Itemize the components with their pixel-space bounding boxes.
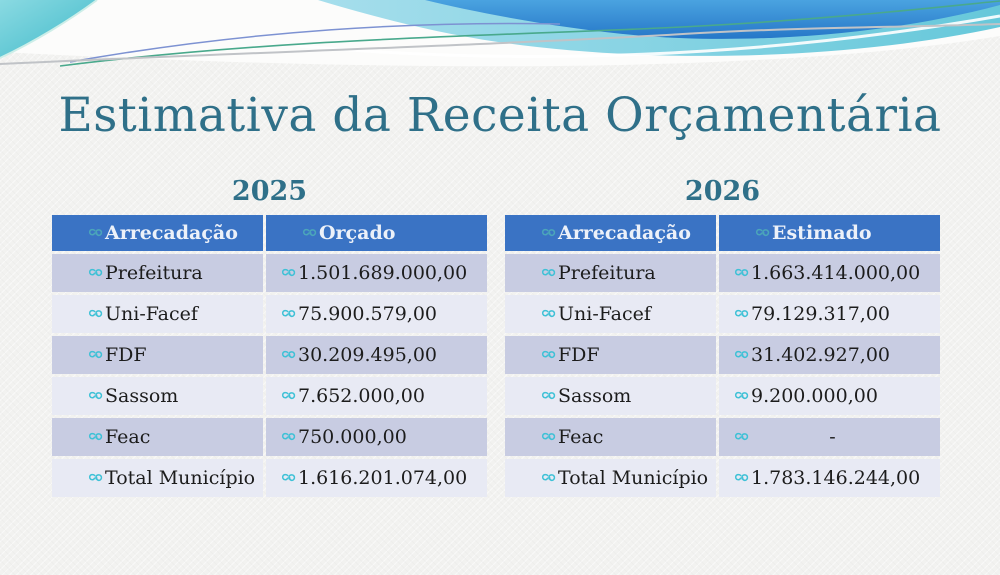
header-cell-arrecadacao xyxy=(52,215,263,251)
label-cell xyxy=(505,418,716,456)
table-header-row xyxy=(52,215,487,251)
table-row xyxy=(505,418,940,456)
ornament-bullet-icon xyxy=(88,391,103,400)
table-row-total xyxy=(52,459,487,497)
ornament-bullet-icon xyxy=(541,228,556,237)
row-value: 750.000,00 xyxy=(298,426,407,448)
label-cell xyxy=(505,295,716,333)
row-label: Feac xyxy=(558,426,604,448)
ornament-bullet-icon xyxy=(734,473,749,482)
header-cell-arrecadacao xyxy=(505,215,716,251)
row-label: Sassom xyxy=(558,385,632,407)
ornament-bullet-icon xyxy=(281,432,296,441)
table-row xyxy=(505,336,940,374)
ornament-bullet-icon xyxy=(88,268,103,277)
page-title: Estimativa da Receita Orçamentária xyxy=(58,88,942,143)
header-label: Arrecadação xyxy=(558,222,691,244)
row-value: 1.501.689.000,00 xyxy=(298,262,468,284)
value-cell xyxy=(266,336,487,374)
ornament-bullet-icon xyxy=(281,391,296,400)
row-value: - xyxy=(829,426,836,448)
row-label: Sassom xyxy=(105,385,179,407)
table-row xyxy=(505,377,940,415)
row-value: 1.663.414.000,00 xyxy=(751,262,921,284)
row-label: Feac xyxy=(105,426,151,448)
row-value: 1.616.201.074,00 xyxy=(298,467,468,489)
table-2026 xyxy=(505,215,940,497)
value-cell xyxy=(719,295,940,333)
label-cell xyxy=(52,418,263,456)
tables-area xyxy=(52,172,940,497)
label-cell xyxy=(52,254,263,292)
ornament-bullet-icon xyxy=(541,268,556,277)
row-value: 7.652.000,00 xyxy=(298,385,425,407)
ornament-bullet-icon xyxy=(88,350,103,359)
ornament-bullet-icon xyxy=(281,268,296,277)
table-row xyxy=(52,418,487,456)
wave-decoration xyxy=(0,0,1000,80)
row-value: 31.402.927,00 xyxy=(751,344,891,366)
ornament-bullet-icon xyxy=(281,350,296,359)
label-cell xyxy=(52,377,263,415)
ornament-bullet-icon xyxy=(734,268,749,277)
table-row xyxy=(52,377,487,415)
value-cell xyxy=(266,377,487,415)
header-cell-estimado xyxy=(719,215,940,251)
table-row xyxy=(52,295,487,333)
header-label: Arrecadação xyxy=(105,222,238,244)
ornament-bullet-icon xyxy=(302,228,317,237)
row-value: 79.129.317,00 xyxy=(751,303,891,325)
value-cell xyxy=(266,254,487,292)
row-value: 30.209.495,00 xyxy=(298,344,438,366)
label-cell xyxy=(52,459,263,497)
row-label: FDF xyxy=(558,344,600,366)
ornament-bullet-icon xyxy=(88,432,103,441)
row-label: Prefeitura xyxy=(105,262,203,284)
ornament-bullet-icon xyxy=(281,309,296,318)
ornament-bullet-icon xyxy=(755,228,770,237)
revenue-table-2025 xyxy=(52,172,487,497)
year-label-2025: 2025 xyxy=(231,176,308,207)
row-label: FDF xyxy=(105,344,147,366)
header-label: Estimado xyxy=(772,222,872,244)
value-cell-empty xyxy=(719,418,940,456)
table-row xyxy=(52,254,487,292)
table-row xyxy=(52,336,487,374)
value-cell xyxy=(719,254,940,292)
value-cell xyxy=(266,459,487,497)
ornament-bullet-icon xyxy=(541,391,556,400)
ornament-bullet-icon xyxy=(88,309,103,318)
label-cell xyxy=(52,295,263,333)
value-cell xyxy=(719,459,940,497)
row-label: Prefeitura xyxy=(558,262,656,284)
ornament-bullet-icon xyxy=(541,432,556,441)
label-cell xyxy=(505,336,716,374)
value-cell xyxy=(719,377,940,415)
table-row xyxy=(505,254,940,292)
ornament-bullet-icon xyxy=(734,391,749,400)
ornament-bullet-icon xyxy=(281,473,296,482)
table-header-row xyxy=(505,215,940,251)
ornament-bullet-icon xyxy=(541,473,556,482)
label-cell xyxy=(52,336,263,374)
label-cell xyxy=(505,459,716,497)
header-cell-orcado xyxy=(266,215,487,251)
table-row xyxy=(505,295,940,333)
year-label-2026: 2026 xyxy=(684,176,761,207)
value-cell xyxy=(719,336,940,374)
value-cell xyxy=(266,295,487,333)
table-2025 xyxy=(52,215,487,497)
ornament-bullet-icon xyxy=(88,228,103,237)
ornament-bullet-icon xyxy=(541,350,556,359)
row-label: Uni-Facef xyxy=(558,303,651,325)
ornament-bullet-icon xyxy=(734,432,749,441)
row-label: Uni-Facef xyxy=(105,303,198,325)
label-cell xyxy=(505,377,716,415)
value-cell xyxy=(266,418,487,456)
table-row-total xyxy=(505,459,940,497)
ornament-bullet-icon xyxy=(88,473,103,482)
header-label: Orçado xyxy=(319,222,396,244)
row-value: 9.200.000,00 xyxy=(751,385,878,407)
ornament-bullet-icon xyxy=(734,350,749,359)
row-value: 1.783.146.244,00 xyxy=(751,467,921,489)
row-value: 75.900.579,00 xyxy=(298,303,438,325)
ornament-bullet-icon xyxy=(734,309,749,318)
revenue-table-2026 xyxy=(505,172,940,497)
ornament-bullet-icon xyxy=(541,309,556,318)
row-label: Total Município xyxy=(558,467,709,489)
label-cell xyxy=(505,254,716,292)
row-label: Total Município xyxy=(105,467,256,489)
